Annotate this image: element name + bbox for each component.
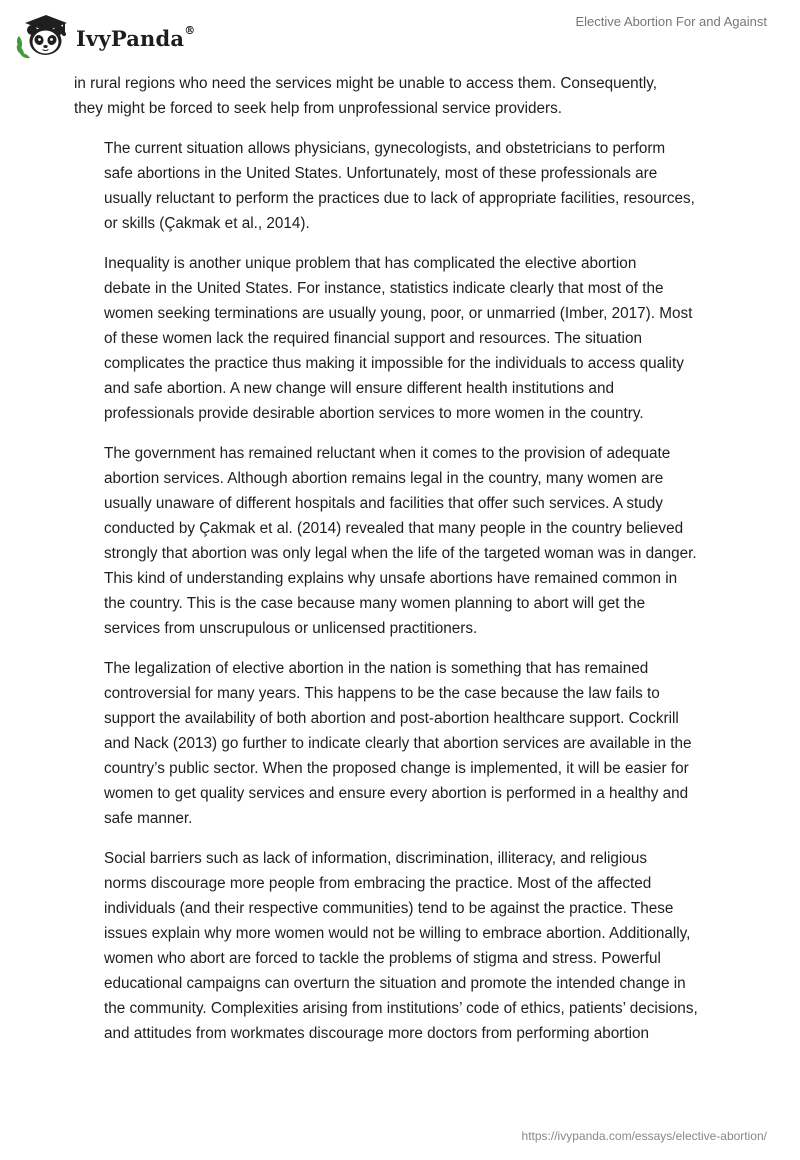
brand-name: IvyPanda® xyxy=(76,23,196,51)
text-line: individuals (and their respective communities) tend to be against the practice. These xyxy=(104,900,674,917)
paragraph xyxy=(74,71,734,121)
text-line: Social barriers such as lack of information, discrimination, illiteracy, and religious xyxy=(104,850,647,867)
text-line: abortion services. Although abortion remains legal in the country, many women are xyxy=(104,470,664,487)
paragraph xyxy=(74,846,734,1046)
panda-graduate-logo-icon xyxy=(15,11,69,61)
paragraph xyxy=(74,656,734,831)
text-line: country’s public sector. When the proposed change is implemented, it will be easier for xyxy=(104,760,689,777)
text-line: safe abortions in the United States. Unfortunately, most of these professionals are xyxy=(104,165,658,182)
text-line: services from unscrupulous or unlicensed practitioners. xyxy=(104,620,478,637)
paragraph xyxy=(74,136,734,236)
text-line: strongly that abortion was only legal when the life of the targeted woman was in danger. xyxy=(104,545,697,562)
brand-logo[interactable] xyxy=(15,11,195,61)
text-line: usually reluctant to perform the practices due to lack of appropriate facilities, resources, xyxy=(104,190,695,207)
text-line: conducted by Çakmak et al. (2014) revealed that many people in the country believed xyxy=(104,520,684,537)
paragraph xyxy=(74,441,734,641)
essay-body xyxy=(74,71,734,1061)
text-line: in rural regions who need the services might be unable to access them. Consequently, xyxy=(74,75,658,92)
text-line: issues explain why more women would not be willing to embrace abortion. Additionally, xyxy=(104,925,691,942)
text-line: The government has remained reluctant when it comes to the provision of adequate xyxy=(104,445,671,462)
text-line: and safe abortion. A new change will ensure different health institutions and xyxy=(104,380,614,397)
text-line: educational campaigns can overturn the situation and promote the intended change in xyxy=(104,975,686,992)
text-line: of these women lack the required financial support and resources. The situation xyxy=(104,330,642,347)
text-line: usually unaware of different hospitals and facilities that offer such services. A study xyxy=(104,495,663,512)
text-line: debate in the United States. For instance, statistics indicate clearly that most of the xyxy=(104,280,664,297)
text-line: or skills (Çakmak et al., 2014). xyxy=(104,215,310,232)
text-line: women who abort are forced to tackle the problems of stigma and stress. Powerful xyxy=(104,950,661,967)
text-line: the community. Complexities arising from institutions’ code of ethics, patients’ decisions, xyxy=(104,1000,698,1017)
text-line: women to get quality services and ensure every abortion is performed in a healthy and xyxy=(104,785,689,802)
text-line: women seeking terminations are usually young, poor, or unmarried (Imber, 2017). Most xyxy=(104,305,693,322)
text-line: support the availability of both abortion and post-abortion healthcare support. Cockrill xyxy=(104,710,679,727)
text-line: safe manner. xyxy=(104,810,193,827)
text-line: controversial for many years. This happens to be the case because the law fails to xyxy=(104,685,660,702)
text-line: they might be forced to seek help from unprofessional service providers. xyxy=(74,100,563,117)
document-title: Elective Abortion For and Against xyxy=(575,14,767,29)
text-line: and attitudes from workmates discourage more doctors from performing abortion xyxy=(104,1025,649,1042)
text-line: professionals provide desirable abortion services to more women in the country. xyxy=(104,405,644,422)
text-line: The legalization of elective abortion in the nation is something that has remained xyxy=(104,660,649,677)
text-line: complicates the practice thus making it impossible for the individuals to access quality xyxy=(104,355,684,372)
page-header xyxy=(0,0,800,64)
text-line: The current situation allows physicians, gynecologists, and obstetricians to perform xyxy=(104,140,666,157)
source-url[interactable]: https://ivypanda.com/essays/elective-abortion/ xyxy=(521,1129,767,1143)
paragraph xyxy=(74,251,734,426)
text-line: Inequality is another unique problem that has complicated the elective abortion xyxy=(104,255,637,272)
text-line: and Nack (2013) go further to indicate clearly that abortion services are available in the xyxy=(104,735,692,752)
text-line: This kind of understanding explains why unsafe abortions have remained common in xyxy=(104,570,678,587)
text-line: norms discourage more people from embracing the practice. Most of the affected xyxy=(104,875,652,892)
text-line: the country. This is the case because many women planning to abort will get the xyxy=(104,595,646,612)
